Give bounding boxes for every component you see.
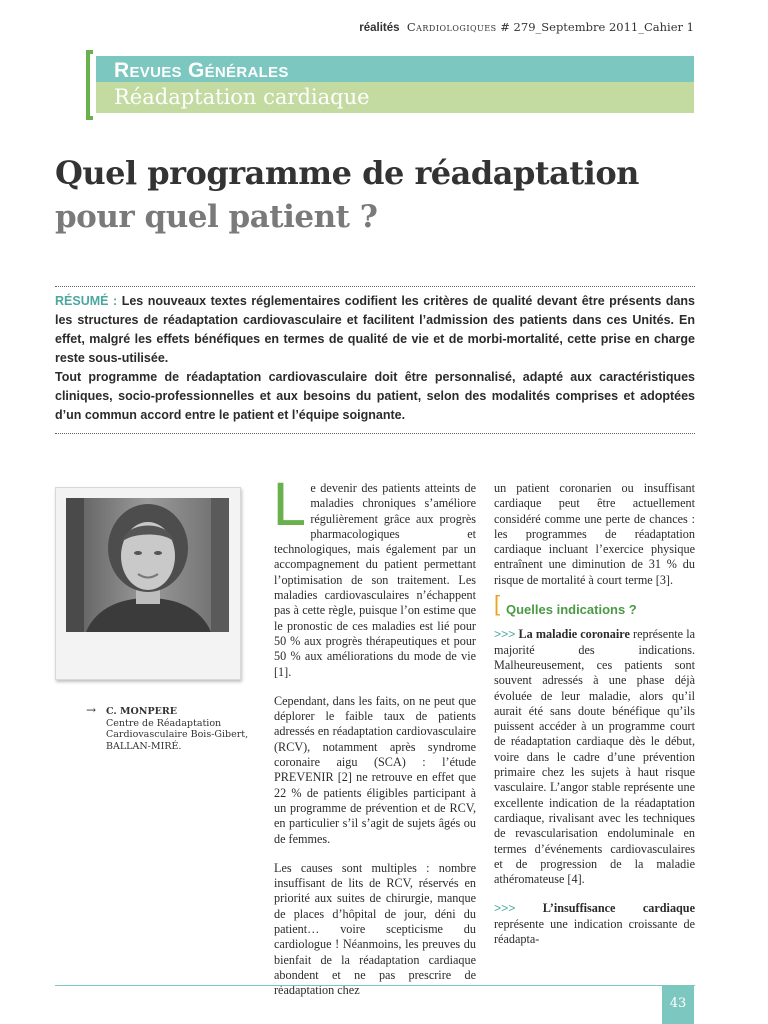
section-subtitle: Réadaptation cardiaque: [114, 85, 370, 109]
abstract-paragraph: [55, 292, 695, 368]
body-paragraph: Cependant, dans les faits, on ne peut que déplorer le faible taux de patients adressés en réadaptation cardiovasculaire (RCV), notamment après syndrome coronaire aigu (SCA) : l’étude PREVENIR [2] ne retrouve en effet que 22 % de patients éligibles participant à un programme de prévention et de RCV, en particulier s’il s’agit de sujets âgés ou de femmes.: [274, 693, 476, 846]
author-affiliation-line: Centre de Réadaptation: [106, 717, 222, 729]
issue-info: # 279_Septembre 2011_Cahier 1: [500, 20, 694, 34]
author-arrow-icon: →: [86, 703, 97, 717]
subheading: [494, 591, 695, 618]
body-column-2: [494, 481, 695, 961]
body-paragraph: [494, 627, 695, 887]
arrow-marker: >>>: [494, 627, 516, 642]
author-affiliation-line: BALLAN-MIRÉ.: [106, 740, 182, 752]
footer-rule: [55, 985, 695, 986]
abstract-bottom-rule: [55, 433, 695, 434]
page-number: 43: [669, 996, 687, 1011]
arrow-marker: >>>: [494, 901, 516, 916]
subheading-text: Quelles indications ?: [506, 602, 637, 618]
abstract-text-1: Les nouveaux textes réglementaires codifient les critères de qualité devant être présents dans les structures de réadaptation cardiovasculaire et facilitent l’admission des patients dans ces Unités. En effet, malgré les effets bénéfiques en termes de qualité de vie et de morbi-mortalité, cette prise en charge reste sous-utilisée.: [55, 294, 695, 365]
abstract-label: RÉSUMÉ :: [55, 294, 118, 308]
article-title: Quel programme de réadaptation: [55, 154, 639, 192]
body-text: représente une indication croissante de réadapta-: [494, 916, 695, 947]
body-text: e devenir des patients atteints de maladies chroniques s’améliore régulièrement grâce aux progrès pharmacologiques et technologiques, mais également par un accompagnement du patient permettant l’optimisation de son traitement. Les maladies cardiovasculaires n’échappent pas à cette règle, puisque l’on estime que le pronostic de ces maladies est lié pour 50 % aux progrès thérapeutiques et pour 50 % aux améliorations du mode de vie [1].: [274, 481, 476, 679]
author-affiliation-line: Cardiovasculaire Bois-Gibert,: [106, 729, 249, 740]
author-name: C. MONPERE: [106, 706, 178, 717]
abstract: [55, 292, 695, 425]
body-paragraph: un patient coronarien ou insuffisant cardiaque peut être actuellement considéré comme une perte de chances : les programmes de réadaptation cardiaque incluant l’exercice physique entraînent une diminution de 31 % du risque de mortalité à court terme [3].: [494, 481, 695, 587]
body-paragraph: [494, 901, 695, 947]
section-bracket: [86, 50, 93, 120]
body-paragraph: Les causes sont multiples : nombre insuffisant de lits de RCV, réservés en priorité aux suites de chirurgie, manque de places d’hôpital de jour, déni du patient… voire scepticisme du cardiologue ! Néanmoins, les preuves du bienfait de la réadaptation cardiaque abondent et ne pas prescrire de réadaptation chez: [274, 860, 476, 998]
abstract-top-rule: [55, 286, 695, 287]
emphasis: La maladie coronaire: [518, 627, 630, 642]
body-paragraph: [272, 471, 476, 680]
article-title-secondary: pour quel patient ?: [55, 199, 378, 235]
emphasis: L’insuffisance cardiaque: [542, 901, 695, 916]
body-text: représente la majorité des indications. Malheureusement, ces patients sont souvent adressés à une phase déjà évoluée de leur maladie, alors qu’il aurait été sans doute bénéfique qu’ils puissent accéder à un programme court de réadaptation cardiaque dès le début, voire dans le cadre d’une prévention primaire chez les sujets à haut risque vasculaire. L’angor stable représente une excellente indication de la réadaptation cardiaque, rivalisant avec les techniques de revascularisation endoluminale en termes d’événements cardiovasculaires et de progression de la maladie athéromateuse [4].: [494, 627, 695, 887]
subheading-bracket-icon: [: [494, 591, 501, 617]
author-block: [86, 703, 256, 752]
author-photo-frame: [55, 487, 241, 680]
journal-name: Cardiologiques: [406, 20, 497, 34]
drop-cap: L: [272, 471, 305, 539]
section-title: Revues Générales: [114, 59, 289, 82]
body-column-1: [272, 471, 476, 1013]
author-portrait: [66, 498, 229, 632]
running-header: [359, 20, 694, 34]
abstract-text-2: Tout programme de réadaptation cardiovasculaire doit être personnalisé, adapté aux caractéristiques cliniques, socio-professionnelles et aux besoins du patient, selon des modalités comprises et adoptées d’un commun accord entre le patient et l’équipe soignante.: [55, 370, 695, 422]
journal-brand: réalités: [359, 22, 400, 34]
author-affiliation: [106, 718, 256, 753]
